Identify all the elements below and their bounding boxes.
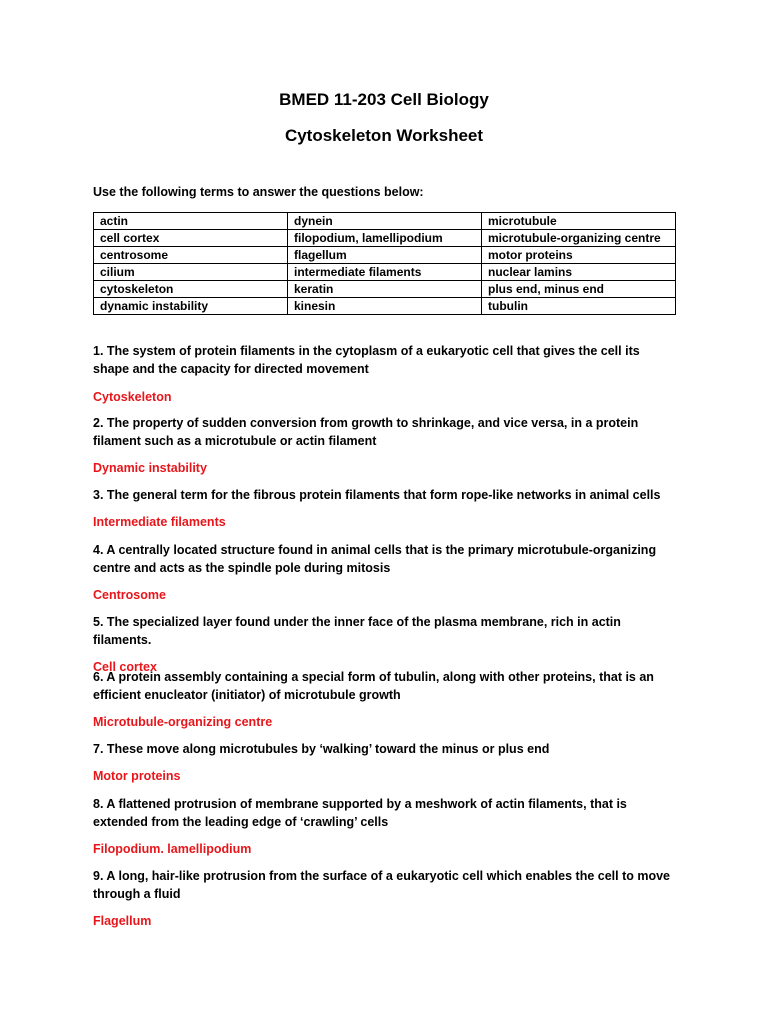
table-row [94,281,676,298]
question-block-7 [93,740,678,785]
answer-text: Filopodium. lamellipodium [93,842,252,856]
answer-text: Microtubule-organizing centre [93,715,273,729]
term-cell: microtubule [482,213,676,230]
answer-text: Motor proteins [93,769,181,783]
question-block-6 [93,668,678,731]
term-cell: kinesin [288,298,482,315]
term-cell: keratin [288,281,482,298]
table-row [94,298,676,315]
term-cell: tubulin [482,298,676,315]
question-block-3 [93,486,678,531]
table-row [94,247,676,264]
term-cell: dynamic instability [94,298,288,315]
answer-text: Cytoskeleton [93,390,172,404]
table-row [94,264,676,281]
question-text: 5. The specialized layer found under the inner face of the plasma membrane, rich in actin filaments. [93,615,621,647]
question-text: 3. The general term for the fibrous protein filaments that form rope-like networks in animal cells [93,488,661,502]
question-block-4 [93,541,678,604]
term-cell: plus end, minus end [482,281,676,298]
question-text: 1. The system of protein filaments in the cytoplasm of a eukaryotic cell that gives the cell its shape and the capacity for directed movement [93,344,640,376]
table-row [94,213,676,230]
instructions: Use the following terms to answer the questions below: [93,185,424,199]
question-text: 8. A flattened protrusion of membrane supported by a meshwork of actin filaments, that is extended from the leading edge of ‘crawling’ cells [93,797,627,829]
question-block-8 [93,795,678,858]
terms-table [93,212,676,315]
question-text: 7. These move along microtubules by ‘walking’ toward the minus or plus end [93,742,550,756]
question-block-1 [93,342,678,406]
answer-text: Flagellum [93,914,152,928]
term-cell: cytoskeleton [94,281,288,298]
question-text: 6. A protein assembly containing a special form of tubulin, along with other proteins, that is an efficient enucleator (initiator) of microtubule growth [93,670,654,702]
term-cell: cilium [94,264,288,281]
term-cell: nuclear lamins [482,264,676,281]
term-cell: dynein [288,213,482,230]
question-text: 2. The property of sudden conversion from growth to shrinkage, and vice versa, in a protein filament such as a microtubule or actin filament [93,416,639,448]
term-cell: microtubule-organizing centre [482,230,676,247]
question-text: 9. A long, hair-like protrusion from the surface of a eukaryotic cell which enables the cell to move through a fluid [93,869,670,901]
question-block-2 [93,414,678,477]
term-cell: intermediate filaments [288,264,482,281]
term-cell: flagellum [288,247,482,264]
term-cell: actin [94,213,288,230]
question-block-5 [93,613,678,676]
term-cell: centrosome [94,247,288,264]
term-cell: motor proteins [482,247,676,264]
answer-text: Cell cortex [93,660,157,674]
term-cell: filopodium, lamellipodium [288,230,482,247]
answer-text: Centrosome [93,588,166,602]
answer-text: Intermediate filaments [93,515,226,529]
answer-text: Dynamic instability [93,461,207,475]
question-block-9 [93,867,678,930]
question-text: 4. A centrally located structure found in animal cells that is the primary microtubule-organizing centre and acts as the spindle pole during mitosis [93,543,657,575]
term-cell: cell cortex [94,230,288,247]
worksheet-title: Cytoskeleton Worksheet [284,126,484,145]
table-row [94,230,676,247]
course-title: BMED 11-203 Cell Biology [279,90,489,109]
